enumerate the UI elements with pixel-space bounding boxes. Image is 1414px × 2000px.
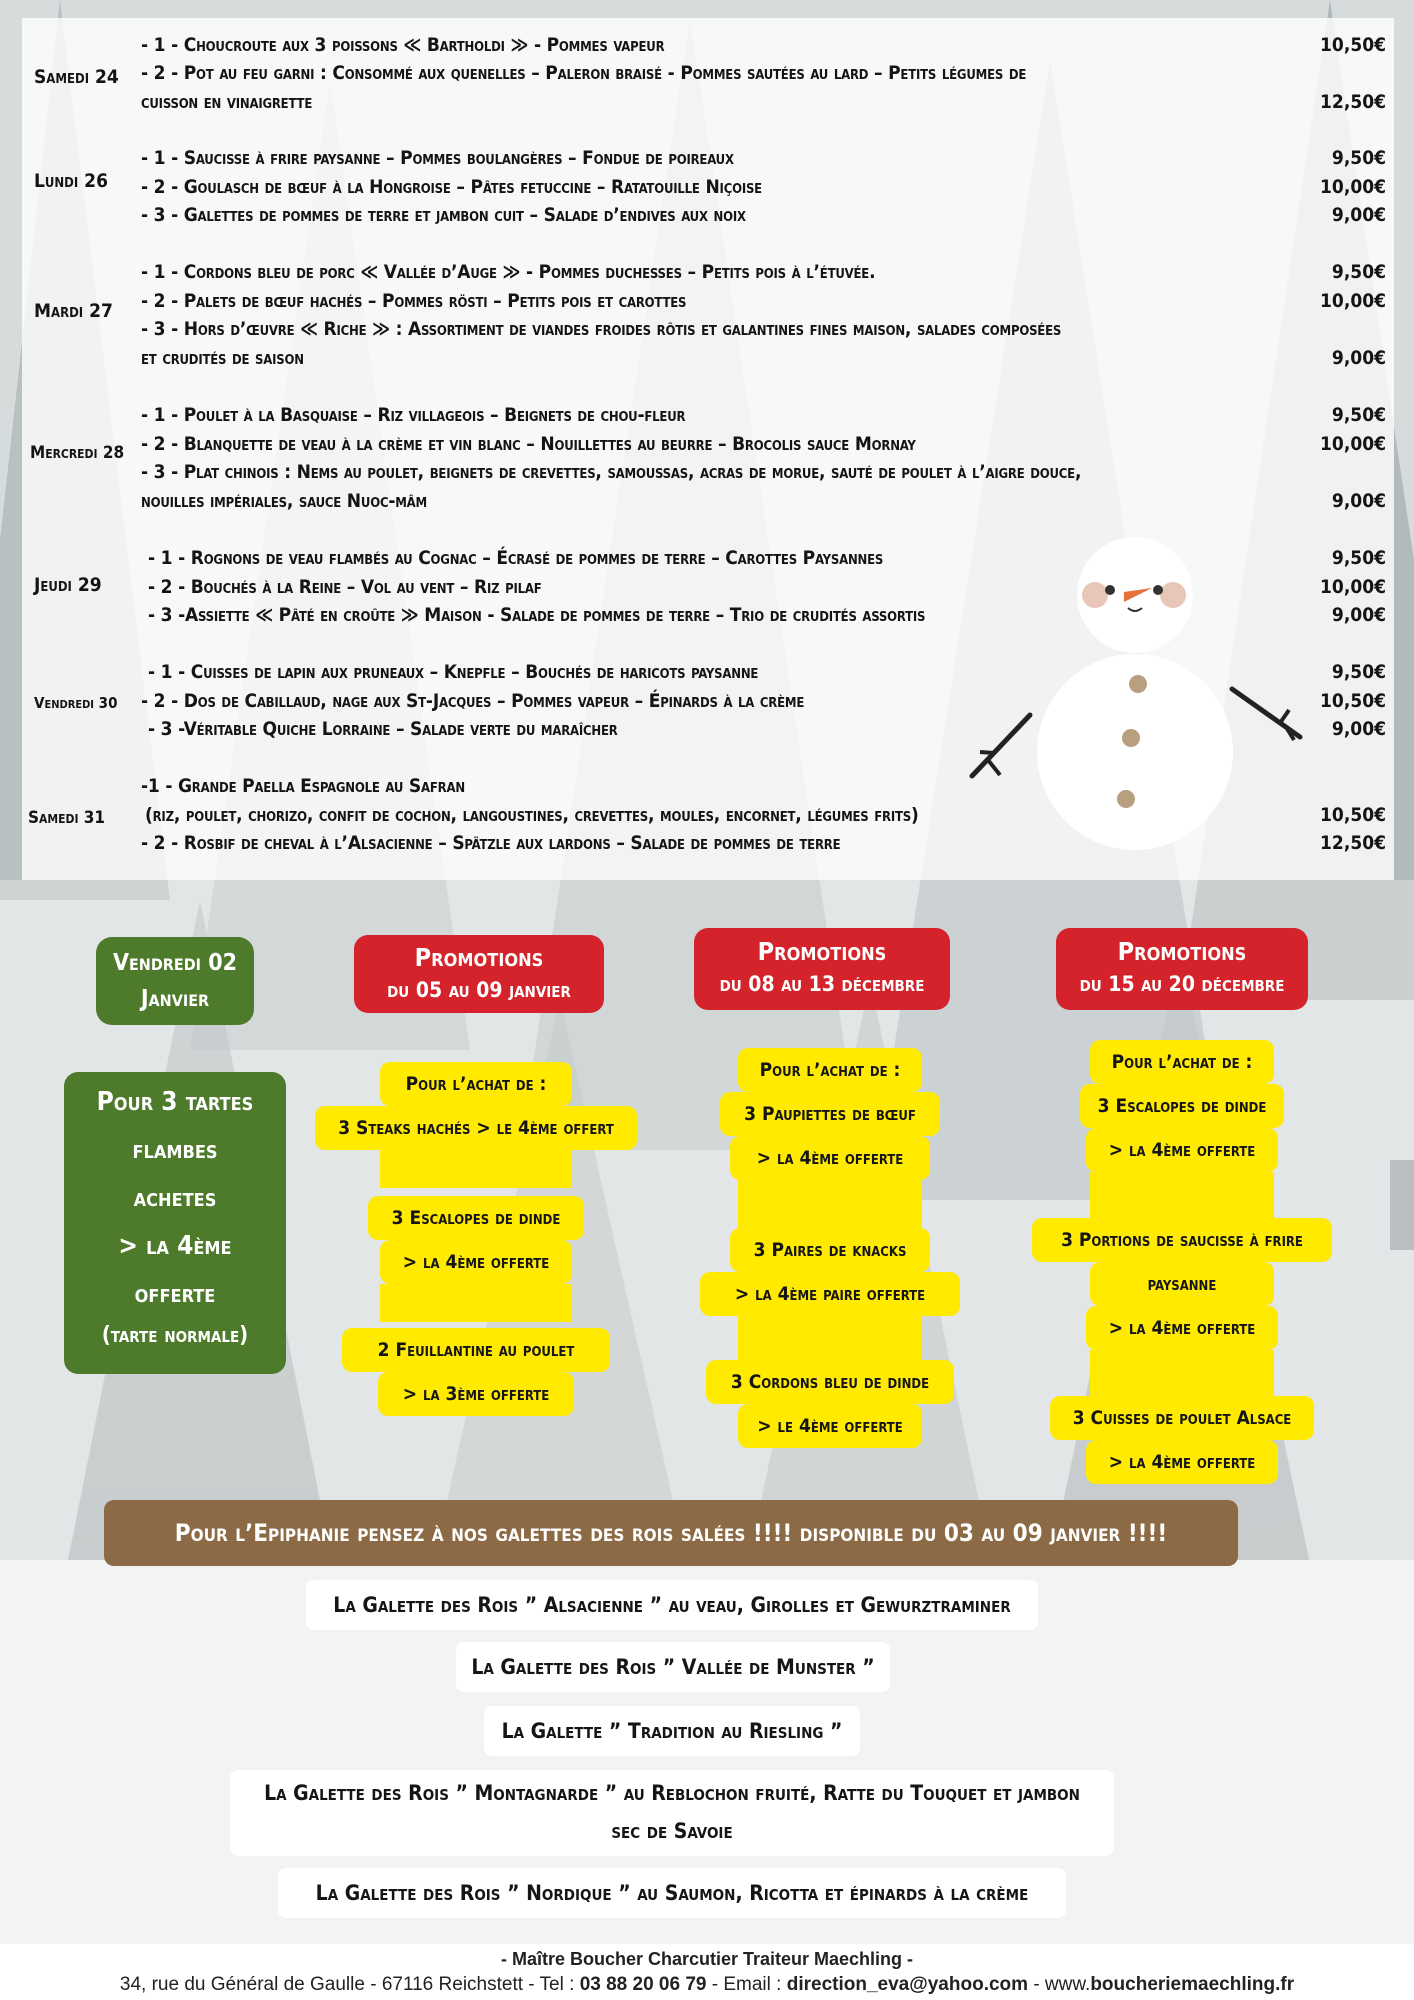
promo-line: Pour l’achat de : [738,1048,922,1092]
promo-line: 3 Cordons bleu de dinde [706,1360,954,1404]
offer-line: Pour 3 tartes [96,1087,254,1117]
dish-price: 10,50€ [1320,34,1386,56]
promo-line: 3 Escalopes de dinde [368,1196,584,1240]
dish-line: - 3 - Hors d’œuvre ≪ Riche ≫ : Assortiment de viandes froides rôtis et galantines fines maison, salades composées [141,318,1062,340]
promo-filler [1090,1350,1274,1396]
footer-company: - Maître Boucher Charcutier Traiteur Maechling - [500,1949,914,1969]
dish-price: 9,00€ [1331,604,1386,626]
promo-filler [738,1180,922,1228]
day-label: Samedi 31 [28,808,106,828]
footer-email[interactable]: direction_eva@yahoo.com [786,1974,1029,1995]
galette-nordique: La Galette des Rois ” Nordique ” au Saumon, Ricotta et épinards à la crème [278,1868,1066,1918]
promo-filler [380,1150,572,1188]
day-label: Jeudi 29 [34,574,102,596]
dish-price: 9,00€ [1331,718,1386,740]
epiphanie-banner: Pour l’Epiphanie pensez à nos galettes des rois salées !!!! disponible du 03 au 09 janvier !!!! [104,1500,1238,1566]
dish-line: - 1 - Choucroute aux 3 poissons ≪ Bartholdi ≫ - Pommes vapeur [141,34,665,56]
dish-line: - 1 - Rognons de veau flambés au Cognac – Écrasé de pommes de terre – Carottes Paysannes [148,547,884,569]
promo-line: > la 3ème offerte [378,1372,574,1416]
promo-line: 3 Steaks hachés > le 4ème offert [315,1106,637,1150]
promo-line: 3 Paupiettes de bœuf [720,1092,940,1136]
dish-price: 10,00€ [1320,576,1386,598]
dish-line: - 2 - Bouchés à la Reine – Vol au vent – Riz pilaf [148,576,542,598]
promo-line: > la 4ème offerte [730,1136,930,1180]
dish-price: 10,50€ [1320,690,1386,712]
offer-line: > la 4ème [118,1231,232,1261]
dish-price: 9,50€ [1331,261,1386,283]
dish-price: 9,50€ [1331,547,1386,569]
promo-title: Promotions [1117,937,1247,966]
day-label: Vendredi 30 [34,694,118,712]
dish-line: - 1 - Cordons bleu de porc ≪ Vallée d’Auge ≫ - Pommes duchesses – Petits pois à l’étuvée. [141,261,876,283]
promo-filler [1090,1172,1274,1218]
dish-line: - 2 - Rosbif de cheval à l’Alsacienne – Spätzle aux lardons – Salade de pommes de terre [141,832,841,854]
day-label: Samedi 24 [34,66,119,88]
promo-line: > la 4ème paire offerte [700,1272,960,1316]
offer-line: achetes [133,1183,217,1213]
dish-line: - 3 -Assiette ≪ Pâté en croûte ≫ Maison - Salade de pommes de terre – Trio de crudités assortis [148,604,926,626]
footer-phone[interactable]: 03 88 20 06 79 [579,1974,707,1995]
dish-price: 9,00€ [1331,347,1386,369]
galette-alsacienne: La Galette des Rois ” Alsacienne ” au veau, Girolles et Gewurztraminer [306,1580,1038,1630]
day-label: Lundi 26 [34,170,108,192]
promo-line: > la 4ème offerte [1086,1440,1278,1484]
promo-dates: du 15 au 20 décembre [1079,972,1285,996]
dish-line: - 3 - Plat chinois : Nems au poulet, beignets de crevettes, samoussas, acras de morue, sauté de poulet à l’aigre douce, [141,461,1082,483]
footer-address: 34, rue du Général de Gaulle - 67116 Reichstett - Tel : [119,1974,580,1995]
dish-line: et crudités de saison [141,347,304,369]
dish-line: cuisson en vinaigrette [141,91,313,113]
promo-line: > la 4ème offerte [1086,1306,1278,1350]
dish-line: - 2 - Pot au feu garni : Consommé aux quenelles – Paleron braisé - Pommes sautées au lard – Petits légumes de [141,62,1027,84]
footer-website[interactable]: boucheriemaechling.fr [1090,1974,1295,1995]
promo-line: 3 Portions de saucisse à frire [1032,1218,1332,1262]
dish-line: - 2 - Blanquette de veau à la crème et vin blanc – Nouillettes au beurre – Brocolis sauce Mornay [141,433,916,455]
promo-title: Promotions [414,943,544,972]
galette-vallee-de-munster: La Galette des Rois ” Vallée de Munster ” [456,1642,890,1692]
promo-line: Pour l’achat de : [1090,1040,1274,1084]
promo-line: Pour l’achat de : [380,1062,572,1106]
dish-line: - 2 - Palets de bœuf hachés – Pommes rösti – Petits pois et carottes [141,290,687,312]
day-label: Mercredi 28 [30,443,125,463]
footer [0,1944,1414,2000]
galette-line: La Galette des Rois ” Montagnarde ” au Reblochon fruité, Ratte du Touquet et jambon [264,1781,1080,1805]
date-line: Janvier [140,986,210,1012]
galette-tradition-riesling: La Galette ” Tradition au Riesling ” [484,1706,860,1756]
promo-header-1 [354,935,604,1013]
dish-line: (riz, poulet, chorizo, confit de cochon, langoustines, crevettes, moules, encornet, légumes frits) [145,804,919,826]
dish-line: nouilles impériales, sauce Nuoc-mâm [141,490,427,512]
dish-line: - 1 - Poulet à la Basquaise – Riz villageois – Beignets de chou-fleur [141,404,686,426]
promo-line: 3 Cuisses de poulet Alsace [1050,1396,1314,1440]
promo-filler [380,1284,572,1322]
dish-line: - 2 - Dos de Cabillaud, nage aux St-Jacques – Pommes vapeur – Épinards à la crème [141,690,805,712]
promo-line: > la 4ème offerte [1086,1128,1278,1172]
date-line: Vendredi 02 [112,950,238,976]
snowman-illustration [960,520,1320,850]
dish-price: 10,00€ [1320,433,1386,455]
galette-montagnarde [230,1770,1114,1856]
promo-header-3 [1056,928,1308,1010]
promo-line: 3 Escalopes de dinde [1080,1084,1284,1128]
offer-line: (tarte normale) [101,1323,249,1348]
promo-dates: du 08 au 13 décembre [719,972,925,996]
promo-dates: du 05 au 09 janvier [387,978,571,1002]
dish-line: - 3 - Galettes de pommes de terre et jambon cuit – Salade d’endives aux noix [141,204,746,226]
promo-filler [738,1316,922,1360]
footer-email-label: - Email : [706,1974,787,1995]
dish-line: -1 - Grande Paella Espagnole au Safran [141,775,465,797]
dish-line: - 3 -Véritable Quiche Lorraine – Salade verte du maraîcher [148,718,618,740]
dish-line: - 1 - Cuisses de lapin aux pruneaux – Knepfle – Bouchés de haricots paysanne [148,661,759,683]
promo-line: paysanne [1090,1262,1274,1306]
dish-price: 9,00€ [1331,490,1386,512]
dish-line: - 2 - Goulasch de bœuf à la Hongroise – Pâtes fetuccine – Ratatouille Niçoise [141,176,762,198]
footer-web-label: - www. [1028,1974,1091,1995]
dish-price: 12,50€ [1320,832,1386,854]
offer-line: offerte [134,1279,216,1309]
galette-line: sec de Savoie [611,1819,733,1843]
promo-title: Promotions [757,937,887,966]
offer-line: flambes [132,1135,218,1165]
promo-line: 3 Paires de knacks [730,1228,930,1272]
promo-line: > la 4ème offerte [380,1240,572,1284]
dish-price: 10,00€ [1320,290,1386,312]
promo-line: 2 Feuillantine au poulet [342,1328,610,1372]
dish-price: 9,50€ [1331,404,1386,426]
day-label: Mardi 27 [34,300,113,322]
dish-line: - 1 - Saucisse à frire paysanne – Pommes boulangères – Fondue de poireaux [141,147,734,169]
promo-line: > le 4ème offerte [738,1404,922,1448]
footer-contact [0,1972,1414,1998]
tarte-flambee-offer [64,1072,286,1374]
dish-price: 9,50€ [1331,147,1386,169]
dish-price: 10,00€ [1320,176,1386,198]
promo-header-2 [694,928,950,1010]
vendredi-date-badge [96,937,254,1025]
dish-price: 12,50€ [1320,91,1386,113]
dish-price: 9,00€ [1331,204,1386,226]
dish-price: 9,50€ [1331,661,1386,683]
dish-price: 10,50€ [1320,804,1386,826]
